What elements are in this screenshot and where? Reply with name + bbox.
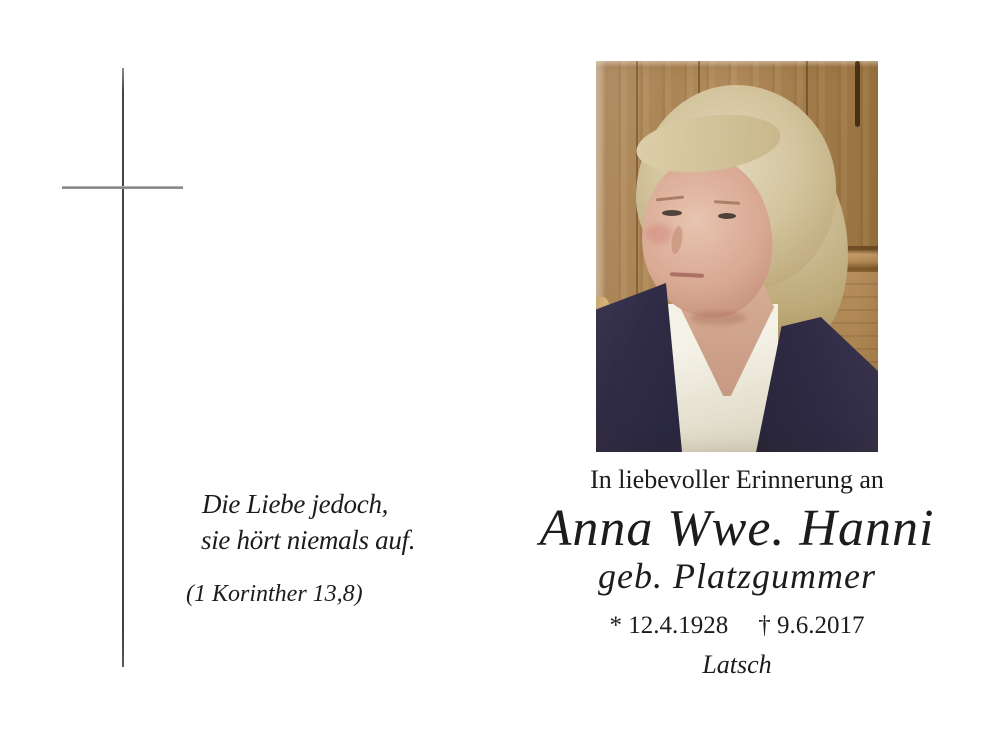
cross-horizontal-bar — [62, 186, 183, 189]
quote-citation: (1 Korinther 13,8) — [186, 581, 363, 607]
birth-date: * 12.4.1928 — [609, 612, 729, 639]
maiden-name: geb. Platzgummer — [598, 556, 876, 596]
life-dates — [497, 612, 977, 640]
photo-vignette — [596, 61, 878, 452]
deceased-name: Anna Wwe. Hanni — [539, 500, 935, 557]
death-date: † 9.6.2017 — [758, 612, 865, 639]
quote-line-2: sie hört niemals auf. — [201, 525, 416, 555]
quote-line-1: Die Liebe jedoch, — [202, 489, 389, 519]
memorial-intro: In liebevoller Erinnerung an — [590, 465, 884, 494]
place-name: Latsch — [702, 650, 772, 679]
cross-vertical-bar — [122, 68, 124, 667]
portrait-photo — [596, 61, 878, 452]
